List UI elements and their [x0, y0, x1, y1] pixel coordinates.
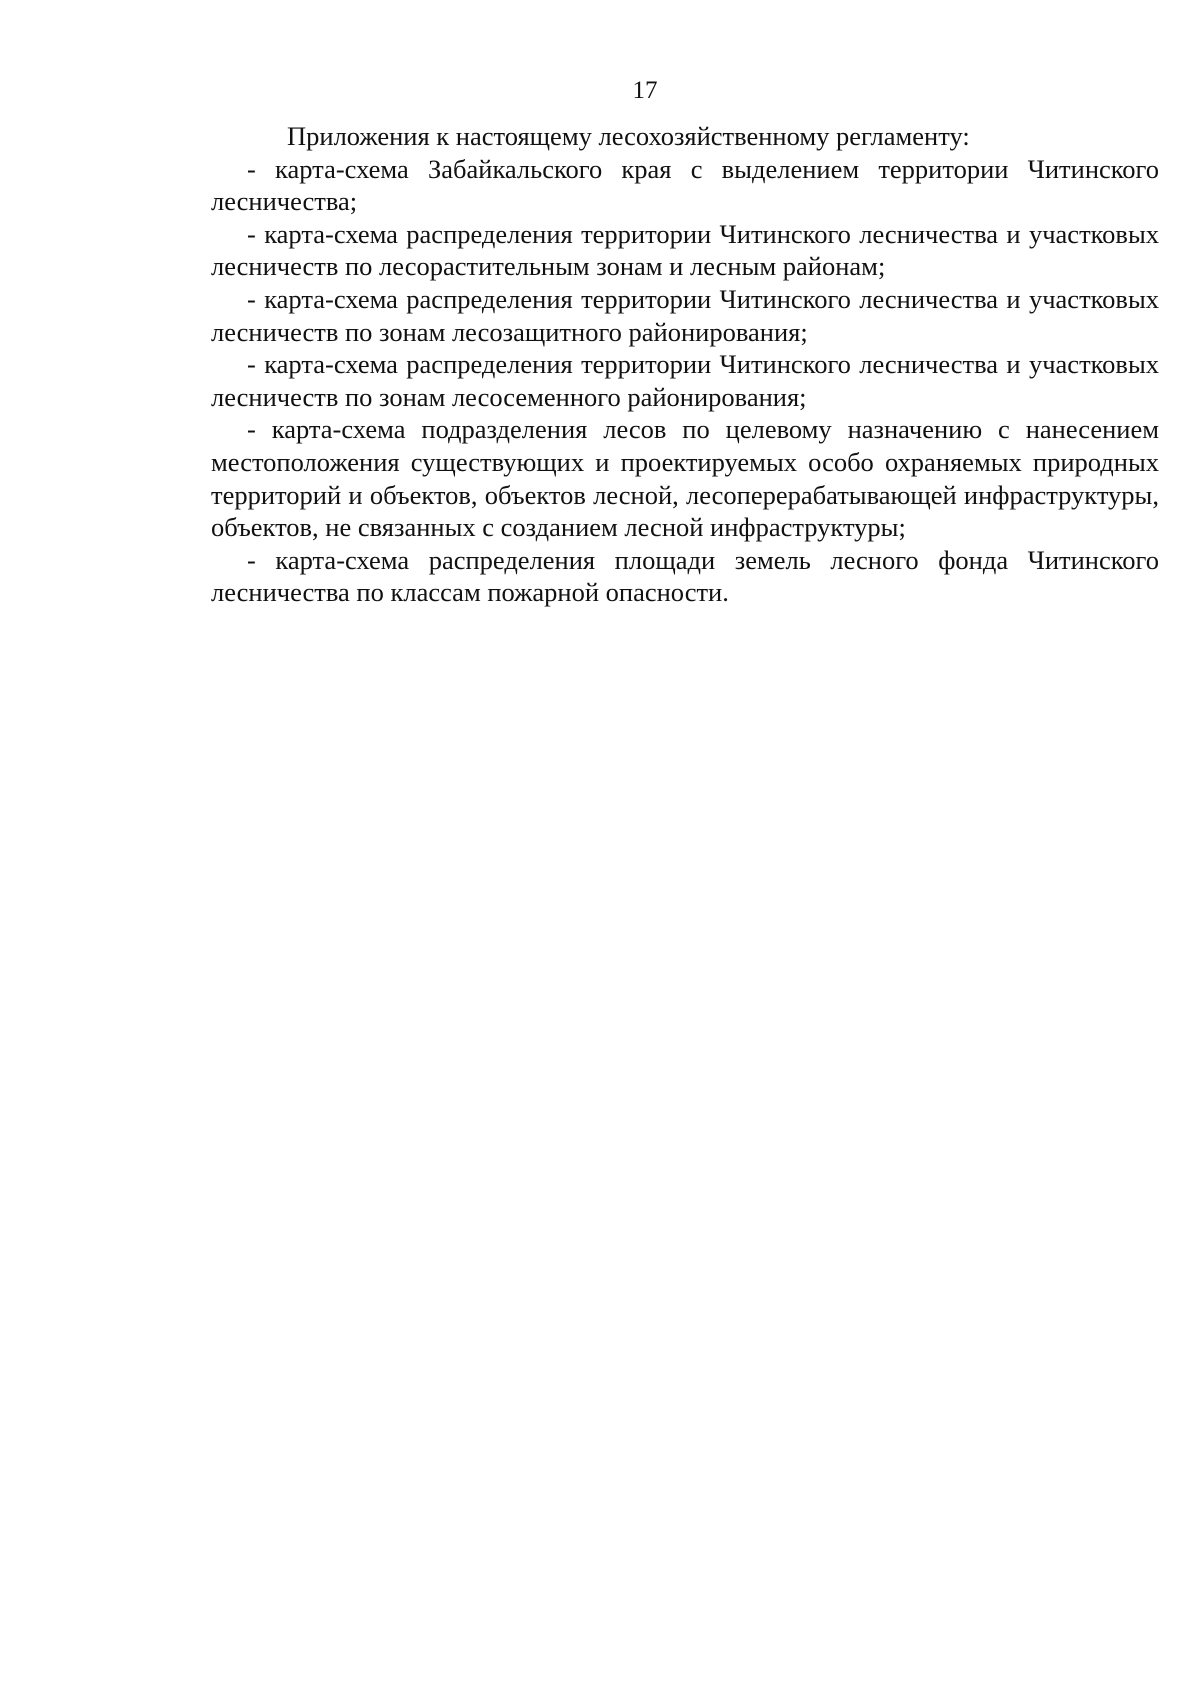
list-item: - карта-схема распределения территории Читинского лесничества и участковых лесничеств по зонам лесосеменного районирования; [211, 349, 1159, 412]
list-item: - карта-схема Забайкальского края с выделением территории Читинского лесничества; [211, 153, 1159, 217]
appendix-list [211, 120, 1159, 609]
list-item: - карта-схема распределения территории Читинского лесничества и участковых лесничеств по лесорастительным зонам и лесным районам; [211, 218, 1159, 282]
appendix-intro: Приложения к настоящему лесохозяйственному регламенту: [287, 121, 970, 151]
list-item: - карта-схема распределения территории Читинского лесничества и участковых лесничеств по зонам лесозащитного районирования; [211, 283, 1159, 347]
list-item: - карта-схема подразделения лесов по целевому назначению с нанесением местоположения существующих и проектируемых особо охраняемых природных территорий и объектов, объектов лесной, лесоперерабатывающей инфраструктуры, объектов, не связанных с созданием лесной инфраструктуры; [211, 414, 1159, 543]
page-number: 17 [632, 77, 658, 104]
list-item: - карта-схема распределения площади земель лесного фонда Читинского лесничества по классам пожарной опасности. [211, 544, 1159, 608]
